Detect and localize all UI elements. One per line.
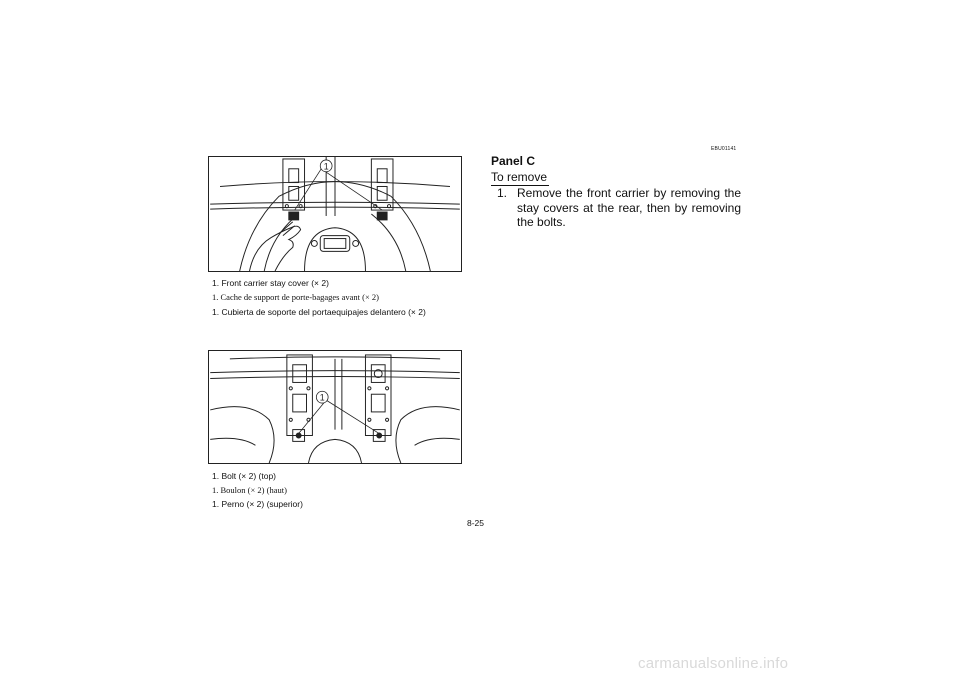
page-number: 8-25	[467, 518, 485, 528]
illustration-stay-cover	[209, 157, 461, 271]
figure-carrier-bolts	[208, 350, 462, 464]
step-item	[497, 186, 741, 230]
step-text: Remove the front carrier by removing the stay covers at the rear, then by removing the bolts.	[517, 186, 741, 230]
section-code: EBU01141	[711, 146, 737, 152]
section-title: Panel C	[491, 154, 536, 168]
step-number: 1.	[497, 186, 508, 200]
caption-es: 1. Cubierta de soporte del portaequipajes delantero (× 2)	[212, 307, 426, 317]
caption-en: 1. Bolt (× 2) (top)	[212, 471, 277, 481]
illustration-bolts	[209, 351, 461, 463]
subheading: To remove	[491, 170, 548, 184]
caption-fr: 1. Boulon (× 2) (haut)	[212, 485, 287, 495]
caption-es: 1. Perno (× 2) (superior)	[212, 499, 303, 509]
callout-1: 1	[319, 392, 325, 403]
watermark: carmanualsonline.info	[638, 655, 789, 672]
figure-carrier-stay-cover	[208, 156, 462, 272]
caption-fr: 1. Cache de support de porte-bagages avant (× 2)	[212, 292, 379, 302]
caption-en: 1. Front carrier stay cover (× 2)	[212, 278, 329, 288]
callout-1: 1	[323, 161, 329, 172]
